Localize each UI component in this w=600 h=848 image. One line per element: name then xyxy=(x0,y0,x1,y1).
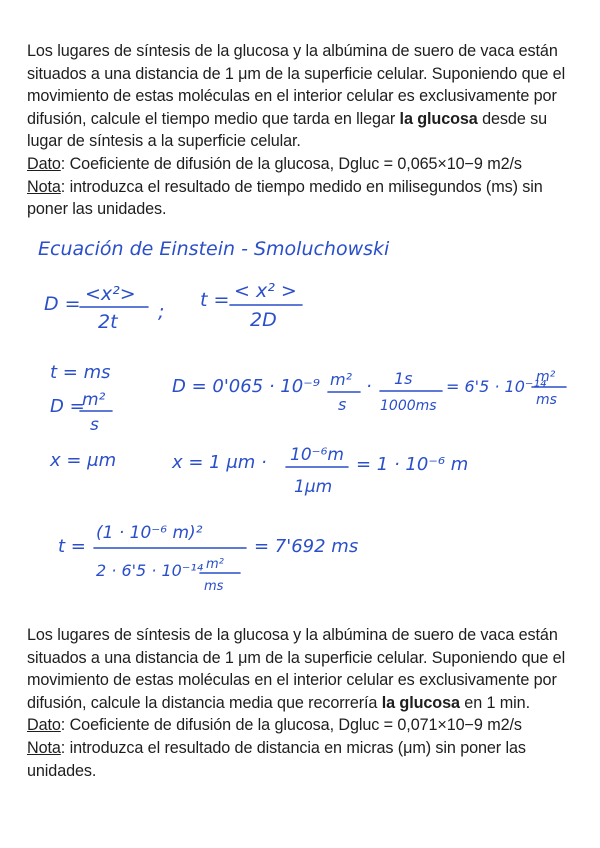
t-numerator: (1 · 10⁻⁶ m)² xyxy=(96,523,203,543)
solution-title: Ecuación de Einstein - Smoluchowski xyxy=(38,238,390,260)
t-denominator-frac-numerator: m² xyxy=(206,557,224,572)
eq1-numerator: <x²> xyxy=(85,283,136,305)
problem-1-nota xyxy=(27,176,575,221)
problem-1-nota-text: : introduzca el resultado de tiempo medido en milisegundos (ms) sin poner las unidades. xyxy=(27,177,543,219)
problem-1-dato xyxy=(27,153,575,176)
eq2-denominator: 2D xyxy=(250,309,277,331)
x-conversion-denominator: 1μm xyxy=(294,477,333,497)
problem-2-bold: la glucosa xyxy=(381,693,460,712)
x-conversion-numerator: 10⁻⁶m xyxy=(290,445,344,465)
problem-2-nota-label: Nota xyxy=(27,738,61,757)
d-conversion-factor1-denominator: s xyxy=(338,395,347,414)
d-conversion-result-denominator: ms xyxy=(536,392,557,408)
eq2-numerator: < x² > xyxy=(234,280,297,302)
t-denominator-frac-denominator: ms xyxy=(204,579,224,594)
problem-2-rest: en 1 min. xyxy=(459,693,530,712)
t-result: = 7'692 ms xyxy=(254,536,359,557)
unit-d-denominator: s xyxy=(90,415,99,435)
d-conversion-factor2-numerator: 1s xyxy=(394,369,413,388)
problem-1-nota-label: Nota xyxy=(27,177,61,196)
problem-1-dato-text: : Coeficiente de difusión de la glucosa, Dgluc = 0,065×10−9 m2/s xyxy=(60,154,522,173)
problem-1-statement xyxy=(27,40,575,221)
unit-d-lhs: D = xyxy=(50,396,85,417)
x-conversion-result: = 1 · 10⁻⁶ m xyxy=(356,454,469,475)
problem-1-paragraph xyxy=(27,40,575,153)
handwritten-solution xyxy=(0,220,600,620)
d-conversion-factor2-denominator: 1000ms xyxy=(380,398,437,414)
problem-2-dato-label: Dato xyxy=(27,716,61,735)
eq1-lhs: D = xyxy=(44,293,81,315)
d-conversion-result: = 6'5 · 10⁻¹⁴ xyxy=(446,377,547,396)
d-conversion-result-numerator: m² xyxy=(536,369,556,385)
problem-1-dato-label: Dato xyxy=(27,154,61,173)
t-lhs: t = xyxy=(58,536,86,557)
d-conversion-dot: · xyxy=(366,376,372,397)
eq1-denominator: 2t xyxy=(98,311,118,333)
problem-2-dato-text: : Coeficiente de difusión de la glucosa, Dgluc = 0,071×10−9 m2/s xyxy=(60,716,522,735)
problem-2-dato xyxy=(27,714,575,737)
eq2-lhs: t = xyxy=(200,289,230,311)
problem-2-paragraph xyxy=(27,624,575,714)
d-conversion-lhs: D = 0'065 · 10⁻⁹ xyxy=(172,376,320,397)
problem-2-intro: Los lugares de síntesis de la glucosa y la albúmina de suero de vaca están situados a una distancia de 1 μm de la superficie celular. Suponiendo que el movimiento de estas moléculas en el interior celular es exclusivamente por difusión, calcule la distancia media que recorrería xyxy=(27,626,566,712)
problem-2-nota-text: : introduzca el resultado de distancia en micras (μm) sin poner las unidades. xyxy=(27,738,526,780)
unit-d-numerator: m² xyxy=(82,390,106,410)
unit-t: t = ms xyxy=(50,362,111,383)
problem-2-nota xyxy=(27,737,575,782)
problem-1-bold: la glucosa xyxy=(399,109,478,128)
problem-2-statement xyxy=(27,624,575,782)
problem-1-intro: Los lugares de síntesis de la glucosa y la albúmina de suero de vaca están situados a una distancia de 1 μm de la superficie celular. Suponiendo que el movimiento de estas moléculas en el interior celular es exclusivamente por difusión, calcule el tiempo medio que tarda en llegar xyxy=(27,42,566,128)
problem-1-rest: desde su lugar de síntesis a la superficie celular. xyxy=(27,109,548,151)
unit-x: x = μm xyxy=(50,450,117,471)
x-conversion-lhs: x = 1 μm · xyxy=(172,452,267,473)
eq1-separator: ; xyxy=(158,301,165,323)
t-denominator: 2 · 6'5 · 10⁻¹⁴ xyxy=(96,561,204,580)
d-conversion-factor1-numerator: m² xyxy=(330,370,352,389)
